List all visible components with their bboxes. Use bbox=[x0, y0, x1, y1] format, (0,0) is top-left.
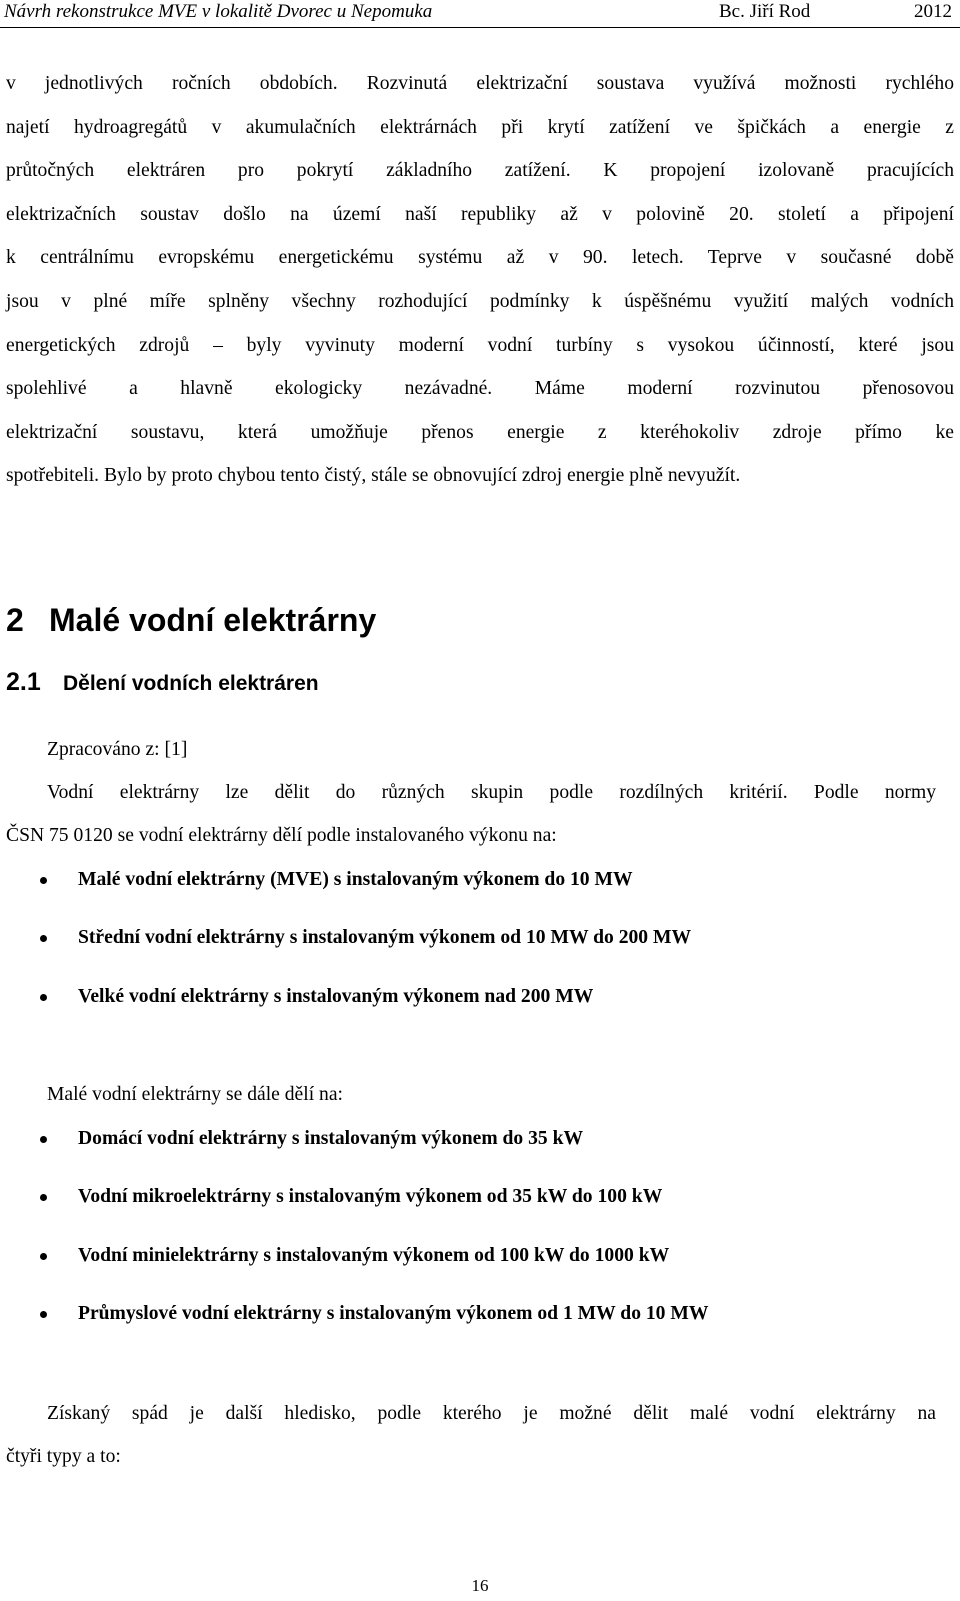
power-class-list bbox=[0, 868, 960, 1043]
list-item bbox=[0, 1244, 960, 1302]
chapter-heading bbox=[6, 598, 376, 642]
chapter-title: Malé vodní elektrárny bbox=[49, 602, 377, 638]
paragraph-line: jsou v plné míře splněny všechny rozhodující podmínky k úspěšnému využití malých vodních bbox=[6, 290, 954, 312]
classification-intro-line1: Vodní elektrárny lze dělit do různých skupin podle rozdílných kritérií. Podle normy bbox=[47, 782, 936, 803]
list-item bbox=[0, 1127, 960, 1185]
page-header bbox=[0, 0, 960, 30]
head-intro-line1: Získaný spád je další hledisko, podle kterého je možné dělit malé vodní elektrárny na bbox=[47, 1403, 936, 1424]
list-item-text: Malé vodní elektrárny (MVE) s instalovaným výkonem do 10 MW bbox=[78, 869, 633, 890]
author-name: Bc. Jiří Rod bbox=[719, 1, 811, 22]
section-heading bbox=[6, 666, 319, 700]
list-item-text: Vodní minielektrárny s instalovaným výkonem od 100 kW do 1000 kW bbox=[78, 1244, 670, 1266]
list-item bbox=[0, 926, 960, 984]
paragraph-line: elektrizačních soustav došlo na území naší republiky až v polovině 20. století a připojení bbox=[6, 203, 954, 225]
bullet-icon bbox=[40, 1311, 47, 1318]
bullet-icon bbox=[40, 935, 47, 942]
bullet-icon bbox=[40, 1136, 47, 1143]
chapter-number: 2 bbox=[6, 602, 24, 638]
subdivision-intro: Malé vodní elektrárny se dále dělí na: bbox=[47, 1084, 343, 1105]
paragraph-line: spolehlivé a hlavně ekologicky nezávadné. Máme moderní rozvinutou přenosovou bbox=[6, 378, 954, 400]
list-item bbox=[0, 985, 960, 1043]
paragraph-line: spotřebiteli. Bylo by proto chybou tento čistý, stále se obnovující zdroj energie plně nevyužít. bbox=[6, 465, 741, 487]
paragraph-line: elektrizační soustavu, která umožňuje přenos energie z kteréhokoliv zdroje přímo ke bbox=[6, 421, 954, 443]
bullet-icon bbox=[40, 1253, 47, 1260]
bullet-icon bbox=[40, 1194, 47, 1201]
paragraph-line: energetických zdrojů – byly vyvinuty moderní vodní turbíny s vysokou účinností, které jsou bbox=[6, 334, 954, 356]
list-item bbox=[0, 1185, 960, 1243]
list-item bbox=[0, 1302, 960, 1360]
classification-intro-line2: ČSN 75 0120 se vodní elektrárny dělí podle instalovaného výkonu na: bbox=[6, 825, 557, 846]
document-year: 2012 bbox=[914, 1, 952, 22]
intro-paragraph bbox=[6, 62, 954, 498]
paragraph-line: v jednotlivých ročních obdobích. Rozvinutá elektrizační soustava využívá možnosti rychlého bbox=[6, 73, 954, 94]
list-item-text: Vodní mikroelektrárny s instalovaným výkonem od 35 kW do 100 kW bbox=[78, 1186, 663, 1208]
small-class-list bbox=[0, 1127, 960, 1361]
section-number: 2.1 bbox=[6, 668, 41, 696]
list-item-text: Střední vodní elektrárny s instalovaným výkonem od 10 MW do 200 MW bbox=[78, 927, 692, 949]
document-title: Návrh rekonstrukce MVE v lokalitě Dvorec u Nepomuka bbox=[4, 1, 433, 22]
header-divider bbox=[0, 27, 960, 28]
bullet-icon bbox=[40, 994, 47, 1001]
list-item bbox=[0, 868, 960, 926]
list-item-text: Velké vodní elektrárny s instalovaným výkonem nad 200 MW bbox=[78, 985, 594, 1007]
bullet-icon bbox=[40, 877, 47, 884]
list-item-text: Domácí vodní elektrárny s instalovaným výkonem do 35 kW bbox=[78, 1128, 584, 1149]
paragraph-line: najetí hydroagregátů v akumulačních elektrárnách při krytí zatížení ve špičkách a energie z bbox=[6, 116, 954, 138]
section-title: Dělení vodních elektráren bbox=[63, 672, 319, 695]
paragraph-line: průtočných elektráren pro pokrytí základního zatížení. K propojení izolovaně pracujících bbox=[6, 160, 954, 182]
head-intro-line2: čtyři typy a to: bbox=[6, 1446, 121, 1467]
paragraph-line: k centrálnímu evropskému energetickému systému až v 90. letech. Teprve v současné době bbox=[6, 247, 954, 269]
page-number: 16 bbox=[471, 1576, 489, 1595]
list-item-text: Průmyslové vodní elektrárny s instalovaným výkonem od 1 MW do 10 MW bbox=[78, 1303, 709, 1325]
source-note: Zpracováno z: [1] bbox=[47, 739, 188, 760]
